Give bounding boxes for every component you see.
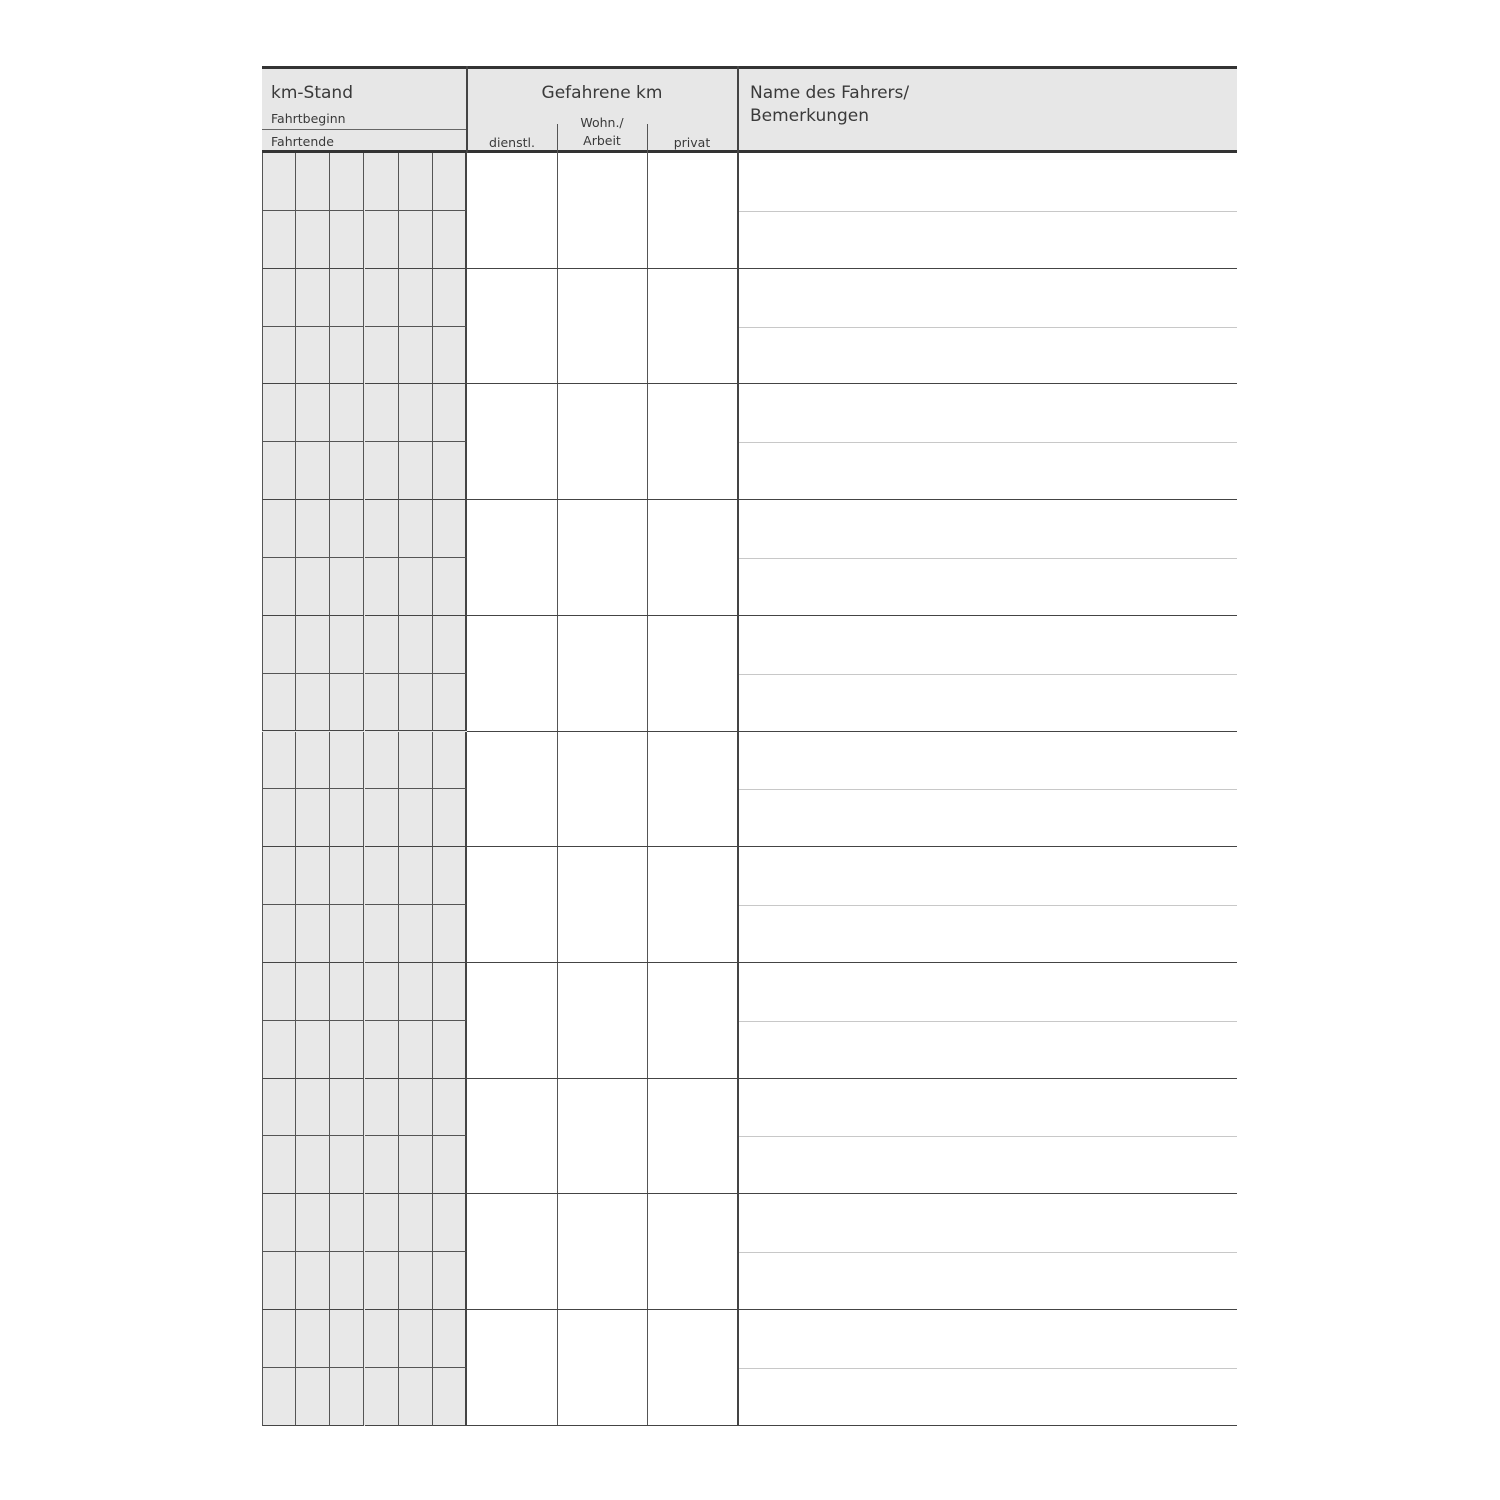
odometer-digit-cell[interactable] [262, 674, 296, 732]
odometer-digit-cell[interactable] [365, 442, 399, 500]
column-rule [647, 153, 648, 1426]
odometer-digit-cell[interactable] [365, 1368, 399, 1426]
odometer-digit-cell[interactable] [330, 732, 364, 790]
column-rule [557, 153, 558, 1426]
remark-line [739, 1252, 1237, 1253]
odometer-digit-cell[interactable] [399, 732, 433, 790]
odometer-digit-cell[interactable] [365, 674, 399, 732]
odometer-digit-cell[interactable] [399, 327, 433, 385]
remark-line [739, 211, 1237, 212]
odometer-digit-cell[interactable] [262, 269, 296, 327]
logbook-form [262, 66, 1237, 1426]
header-divider [557, 124, 558, 153]
odometer-digit-cell[interactable] [399, 1194, 433, 1252]
odometer-digit-cell[interactable] [296, 1194, 330, 1252]
fahrtende-label: Fahrtende [271, 134, 334, 149]
row-rule [467, 1425, 1237, 1426]
odometer-digit-cell[interactable] [330, 384, 364, 442]
dienstl-label: dienstl. [489, 135, 535, 150]
remark-line [739, 1021, 1237, 1022]
odometer-digit-cell[interactable] [262, 442, 296, 500]
odometer-digit-cell[interactable] [296, 847, 330, 905]
row-rule [467, 1309, 1237, 1310]
odometer-digit-cell[interactable] [433, 963, 467, 1021]
odometer-digit-cell[interactable] [365, 732, 399, 790]
odometer-digit-cell[interactable] [262, 211, 296, 269]
odometer-digit-cell[interactable] [330, 442, 364, 500]
odometer-digit-cell[interactable] [399, 384, 433, 442]
odometer-digit-cell[interactable] [296, 442, 330, 500]
odometer-digit-cell[interactable] [365, 616, 399, 674]
odometer-digit-cell[interactable] [365, 1252, 399, 1310]
odometer-digit-cell[interactable] [365, 1079, 399, 1137]
header-divider [737, 66, 739, 153]
odometer-digit-cell[interactable] [330, 847, 364, 905]
row-rule [467, 962, 1237, 963]
odometer-digit-cell[interactable] [433, 327, 467, 385]
odometer-digit-cell[interactable] [433, 1021, 467, 1079]
wohn-label-line1: Wohn./ [580, 115, 624, 130]
odometer-digit-cell[interactable] [296, 1368, 330, 1426]
odometer-digit-cell[interactable] [433, 1079, 467, 1137]
odometer-digit-cell[interactable] [330, 500, 364, 558]
odometer-digit-cell[interactable] [296, 732, 330, 790]
odometer-digit-cell[interactable] [433, 674, 467, 732]
odometer-digit-cell[interactable] [433, 847, 467, 905]
row-rule [467, 731, 1237, 732]
odometer-digit-cell[interactable] [330, 674, 364, 732]
privat-label: privat [673, 135, 711, 150]
odometer-digit-cell[interactable] [399, 789, 433, 847]
odometer-digit-cell[interactable] [296, 1252, 330, 1310]
odometer-digit-cell[interactable] [433, 153, 467, 211]
odometer-digit-cell[interactable] [399, 905, 433, 963]
odometer-digit-cell[interactable] [399, 1136, 433, 1194]
odometer-digit-cell[interactable] [330, 789, 364, 847]
fahrer-label-line1: Name des Fahrers/ [750, 83, 910, 103]
odometer-digit-cell[interactable] [399, 442, 433, 500]
odometer-digit-cell[interactable] [399, 1079, 433, 1137]
odometer-digit-cell[interactable] [296, 1136, 330, 1194]
remark-line [739, 789, 1237, 790]
odometer-digit-cell[interactable] [330, 1079, 364, 1137]
odometer-digit-cell[interactable] [330, 1252, 364, 1310]
odometer-digit-cell[interactable] [296, 1021, 330, 1079]
odometer-digit-cell[interactable] [365, 327, 399, 385]
odometer-digit-cell[interactable] [262, 1194, 296, 1252]
odometer-digit-cell[interactable] [330, 616, 364, 674]
odometer-digit-cell[interactable] [262, 1136, 296, 1194]
odometer-digit-cell[interactable] [330, 1194, 364, 1252]
row-rule [467, 615, 1237, 616]
odometer-digit-cell[interactable] [262, 963, 296, 1021]
odometer-digit-cell[interactable] [399, 1021, 433, 1079]
row-rule [467, 268, 1237, 269]
odometer-digit-cell[interactable] [296, 558, 330, 616]
odometer-digit-cell[interactable] [365, 963, 399, 1021]
odometer-digit-cell[interactable] [262, 732, 296, 790]
wohn-label-line2: Arbeit [583, 133, 621, 148]
row-rule [467, 499, 1237, 500]
header-divider [466, 66, 468, 153]
odometer-digit-cell[interactable] [433, 384, 467, 442]
odometer-digit-cell[interactable] [262, 789, 296, 847]
gefahrene-km-label: Gefahrene km [541, 83, 663, 103]
odometer-digit-cell[interactable] [399, 1252, 433, 1310]
odometer-digit-cell[interactable] [296, 384, 330, 442]
odometer-digit-cell[interactable] [296, 211, 330, 269]
odometer-digit-cell[interactable] [433, 1194, 467, 1252]
odometer-digit-cell[interactable] [365, 905, 399, 963]
odometer-digit-cell[interactable] [399, 558, 433, 616]
odometer-digit-cell[interactable] [365, 384, 399, 442]
odometer-digit-cell[interactable] [262, 384, 296, 442]
odometer-digit-cell[interactable] [365, 211, 399, 269]
odometer-digit-cell[interactable] [330, 269, 364, 327]
odometer-digit-cell[interactable] [433, 789, 467, 847]
remark-line [739, 1368, 1237, 1369]
odometer-digit-cell[interactable] [330, 963, 364, 1021]
odometer-digit-cell[interactable] [262, 327, 296, 385]
row-rule [467, 1193, 1237, 1194]
remark-line [739, 442, 1237, 443]
odometer-digit-cell[interactable] [433, 1310, 467, 1368]
remark-line [739, 1136, 1237, 1137]
odometer-digit-cell[interactable] [365, 153, 399, 211]
fahrt-divider [262, 129, 467, 130]
odometer-digit-cell[interactable] [365, 1194, 399, 1252]
odometer-digit-cell[interactable] [399, 616, 433, 674]
odometer-digit-cell[interactable] [365, 1310, 399, 1368]
odometer-digit-cell[interactable] [296, 674, 330, 732]
odometer-digit-cell[interactable] [330, 211, 364, 269]
odometer-digit-cell[interactable] [433, 500, 467, 558]
odometer-grid [262, 153, 467, 1426]
header-divider [647, 124, 648, 153]
odometer-digit-cell[interactable] [433, 1136, 467, 1194]
odometer-digit-cell[interactable] [262, 905, 296, 963]
odometer-digit-cell[interactable] [365, 789, 399, 847]
row-rule [467, 383, 1237, 384]
odometer-digit-cell[interactable] [433, 211, 467, 269]
odometer-digit-cell[interactable] [433, 269, 467, 327]
odometer-digit-cell[interactable] [365, 558, 399, 616]
odometer-digit-cell[interactable] [262, 153, 296, 211]
odometer-digit-cell[interactable] [399, 500, 433, 558]
odometer-digit-cell[interactable] [296, 1310, 330, 1368]
odometer-digit-cell[interactable] [296, 269, 330, 327]
odometer-digit-cell[interactable] [330, 1136, 364, 1194]
remark-line [739, 674, 1237, 675]
odometer-digit-cell[interactable] [365, 500, 399, 558]
odometer-digit-cell[interactable] [399, 153, 433, 211]
odometer-digit-cell[interactable] [433, 442, 467, 500]
odometer-digit-cell[interactable] [433, 616, 467, 674]
odometer-digit-cell[interactable] [262, 1368, 296, 1426]
odometer-digit-cell[interactable] [433, 905, 467, 963]
fahrtbeginn-label: Fahrtbeginn [271, 111, 346, 126]
odometer-digit-cell[interactable] [262, 1252, 296, 1310]
odometer-digit-cell[interactable] [399, 963, 433, 1021]
odometer-digit-cell[interactable] [433, 1252, 467, 1310]
odometer-digit-cell[interactable] [399, 211, 433, 269]
remark-line [739, 905, 1237, 906]
odometer-digit-cell[interactable] [262, 1021, 296, 1079]
odometer-digit-cell[interactable] [399, 1368, 433, 1426]
odometer-digit-cell[interactable] [296, 500, 330, 558]
odometer-digit-cell[interactable] [399, 1310, 433, 1368]
row-rule [467, 846, 1237, 847]
odometer-digit-cell[interactable] [365, 847, 399, 905]
odometer-digit-cell[interactable] [330, 1310, 364, 1368]
table-header [262, 66, 1237, 153]
odometer-digit-cell[interactable] [296, 153, 330, 211]
odometer-digit-cell[interactable] [330, 1021, 364, 1079]
odometer-digit-cell[interactable] [399, 674, 433, 732]
fahrer-label-line2: Bemerkungen [750, 106, 870, 126]
odometer-digit-cell[interactable] [330, 153, 364, 211]
km-stand-label: km-Stand [271, 83, 353, 103]
odometer-digit-cell[interactable] [433, 732, 467, 790]
odometer-digit-cell[interactable] [330, 905, 364, 963]
odometer-digit-cell[interactable] [399, 269, 433, 327]
odometer-digit-cell[interactable] [262, 1310, 296, 1368]
odometer-digit-cell[interactable] [433, 1368, 467, 1426]
odometer-digit-cell[interactable] [365, 1021, 399, 1079]
remark-line [739, 558, 1237, 559]
remark-line [739, 327, 1237, 328]
odometer-digit-cell[interactable] [330, 558, 364, 616]
odometer-digit-cell[interactable] [262, 847, 296, 905]
odometer-digit-cell[interactable] [365, 1136, 399, 1194]
odometer-digit-cell[interactable] [330, 1368, 364, 1426]
odometer-digit-cell[interactable] [262, 616, 296, 674]
odometer-digit-cell[interactable] [399, 847, 433, 905]
odometer-digit-cell[interactable] [262, 558, 296, 616]
odometer-digit-cell[interactable] [433, 558, 467, 616]
odometer-digit-cell[interactable] [296, 905, 330, 963]
odometer-digit-cell[interactable] [296, 1079, 330, 1137]
odometer-digit-cell[interactable] [296, 616, 330, 674]
odometer-digit-cell[interactable] [330, 327, 364, 385]
odometer-digit-cell[interactable] [262, 500, 296, 558]
odometer-digit-cell[interactable] [296, 963, 330, 1021]
odometer-digit-cell[interactable] [262, 1079, 296, 1137]
odometer-digit-cell[interactable] [296, 789, 330, 847]
odometer-digit-cell[interactable] [365, 269, 399, 327]
row-rule [467, 1078, 1237, 1079]
odometer-digit-cell[interactable] [296, 327, 330, 385]
